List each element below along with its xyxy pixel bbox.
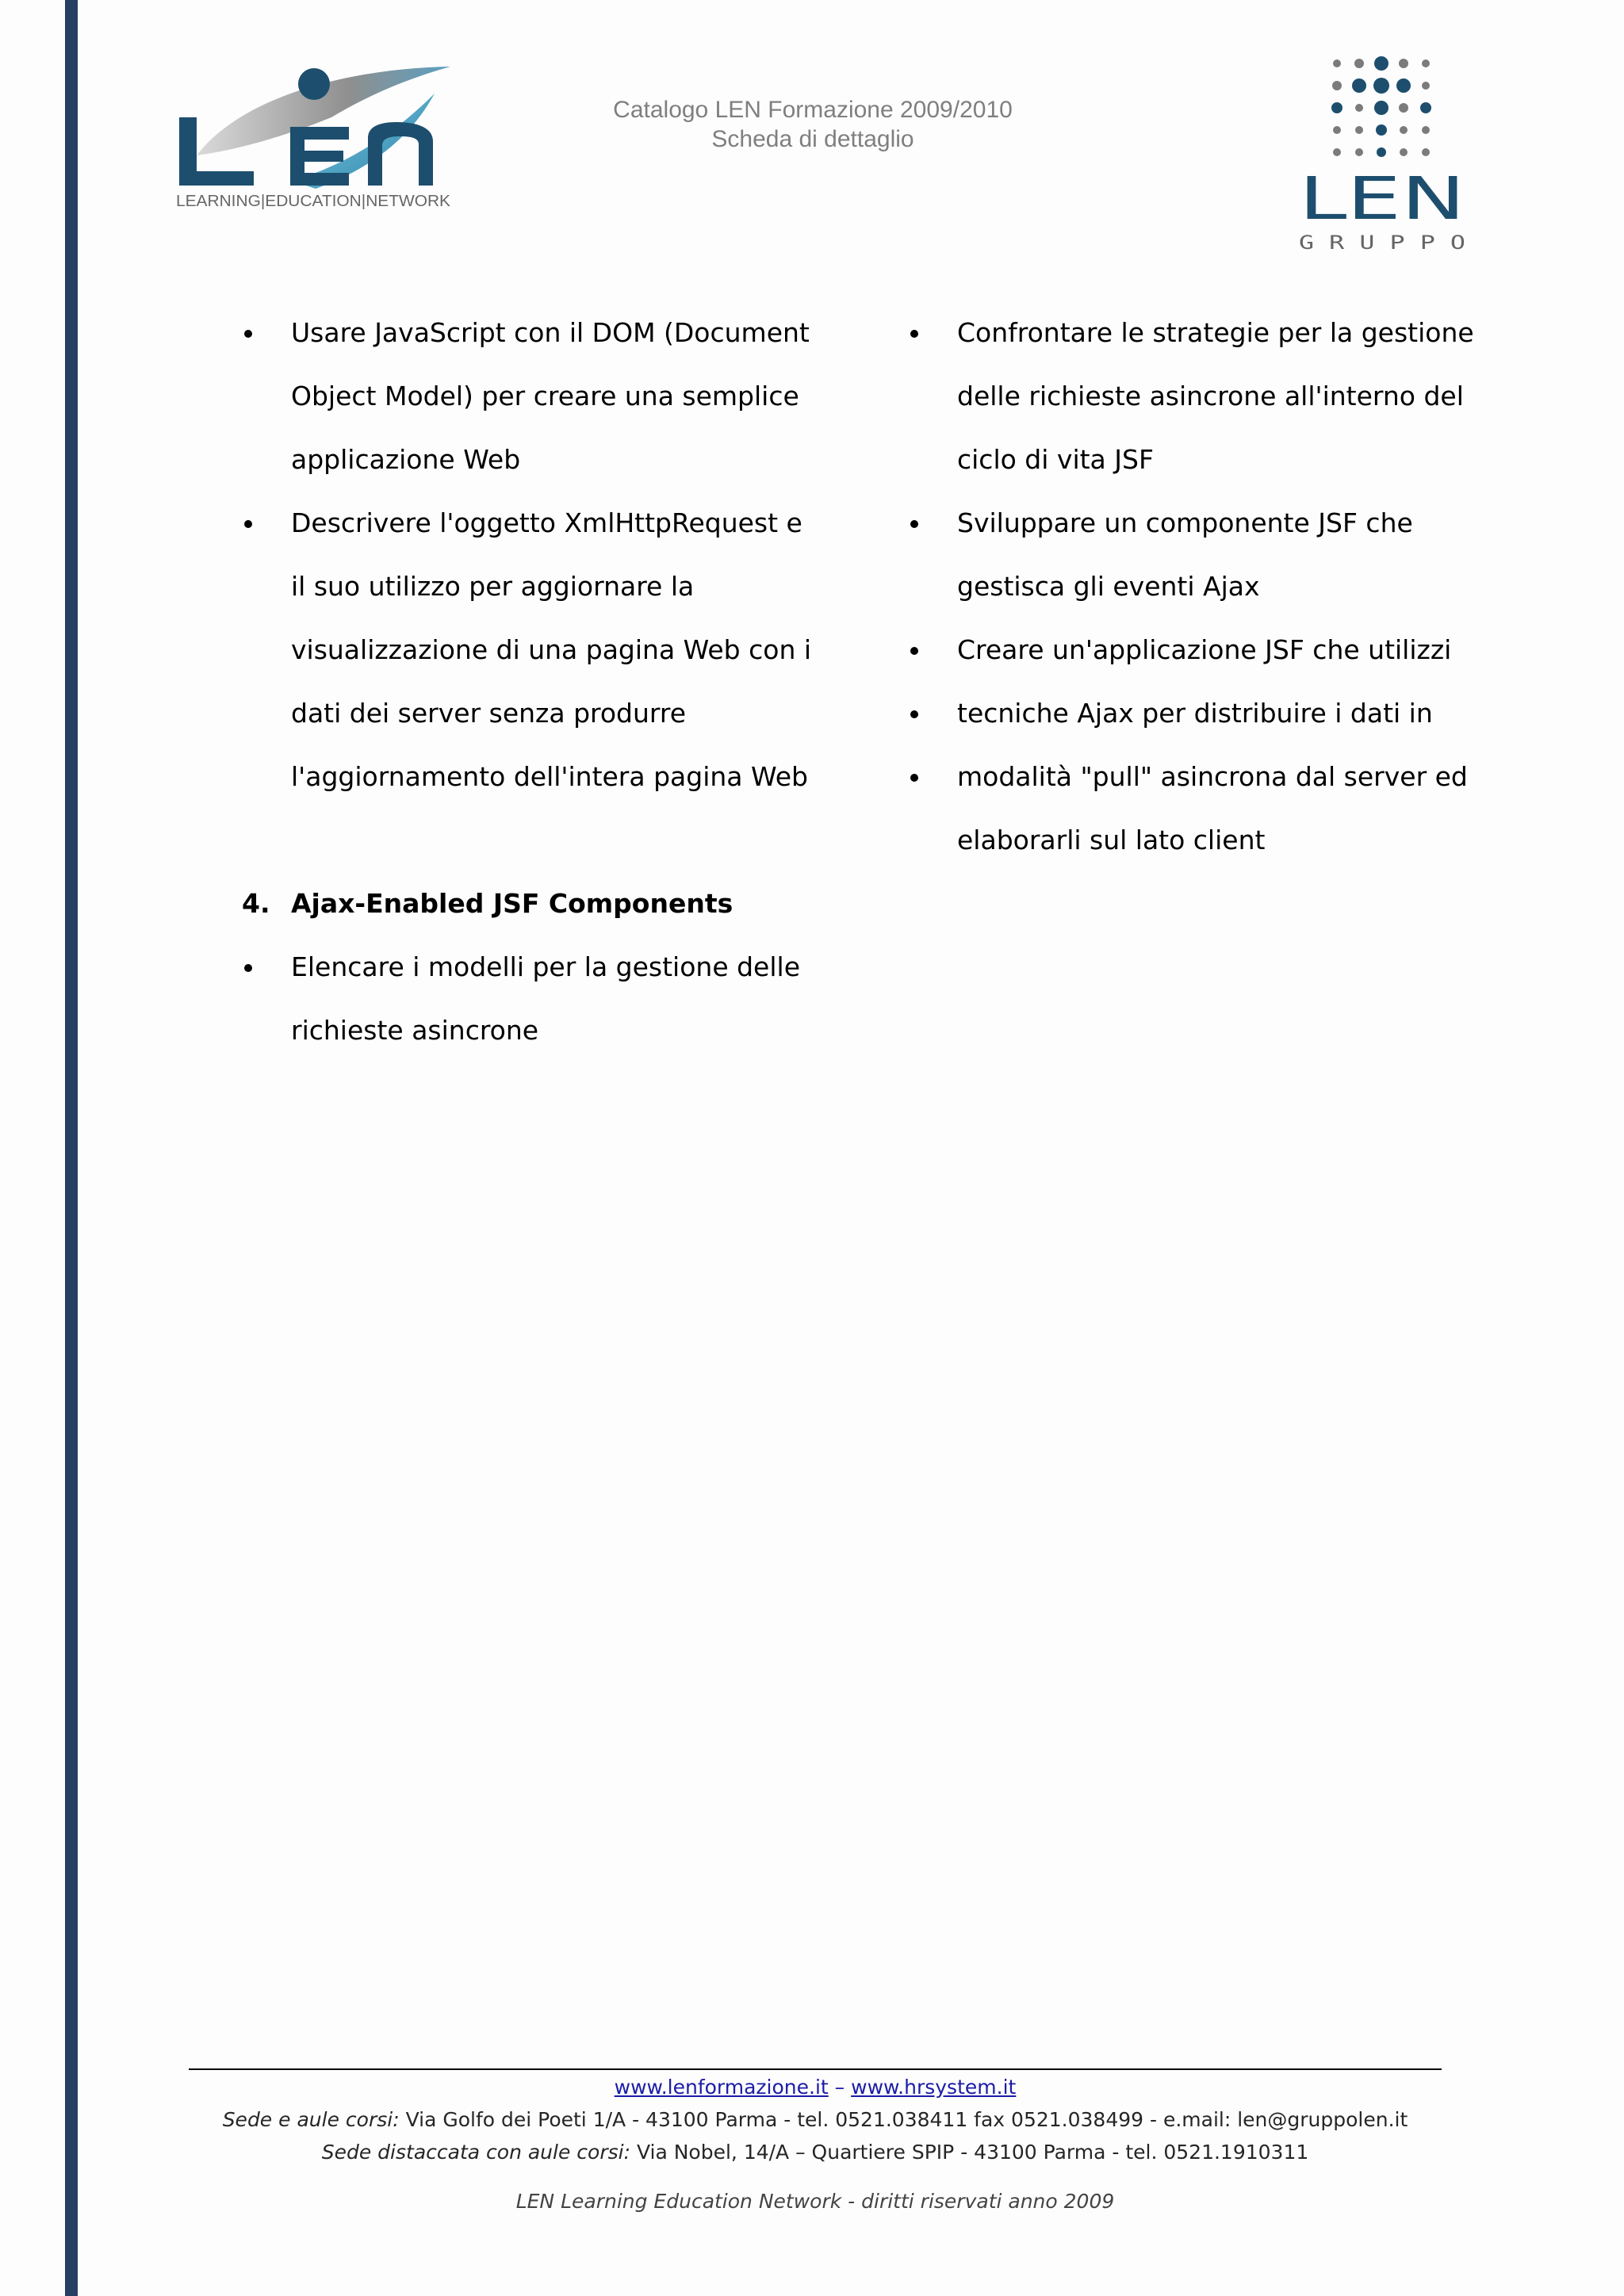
section-title: Ajax-Enabled JSF Components [291,888,733,919]
footer-divider [189,2068,1442,2070]
list-item [908,492,1463,618]
list-item-text: visualizzazione di una pagina Web con i [291,634,812,665]
catalog-subtitle: Scheda di dettaglio [711,126,914,152]
list-item-text: Usare JavaScript con il DOM (Document [291,317,810,348]
len-learning-logo [173,62,455,212]
document-header-title [476,95,1150,154]
lenformazione-link[interactable]: www.lenformazione.it [614,2076,829,2099]
list-item-text: l'aggiornamento dell'intera pagina Web [291,761,808,792]
footer-branch-address [189,2141,1442,2164]
footer-links [189,2076,1442,2099]
list-item [908,745,1468,872]
list-item-text: richieste asincrone [291,1015,539,1046]
logo-wordmark: LEN [1299,165,1465,233]
left-border-bar [65,0,78,2296]
list-item-text: Object Model) per creare una semplice [291,381,799,411]
logo-dot [298,68,330,100]
list-item-text: il suo utilizzo per aggiornare la [291,571,695,602]
list-item-text: tecniche Ajax per distribuire i dati in [957,698,1433,729]
section-heading [242,872,797,936]
list-item-text: Sviluppare un componente JSF che [957,507,1413,538]
hrsystem-link[interactable]: www.hrsystem.it [851,2076,1017,2099]
footer-address-text: Via Golfo dei Poeti 1/A - 43100 Parma - tel. 0521.038411 fax 0521.038499 - e.mail: len@gruppolen.it [399,2108,1408,2131]
right-column [908,301,1474,872]
footer-main-address [189,2108,1442,2131]
logo-subtitle: G R U P P O [1299,232,1465,254]
list-item [908,682,1463,745]
list-item-text: gestisca gli eventi Ajax [957,571,1260,602]
list-item [908,618,1463,682]
logo-dot-grid [1331,56,1431,157]
footer-branch-label: Sede distaccata con aule corsi: [321,2141,631,2164]
footer-branch-text: Via Nobel, 14/A – Quartiere SPIP - 43100 Parma - tel. 0521.1910311 [630,2141,1309,2164]
list-item-text: delle richieste asincrone all'interno del [957,381,1464,411]
logo-letter-n [368,122,433,186]
footer-link-separator: – [834,2076,845,2099]
left-column [242,301,812,1062]
list-item [908,301,1474,492]
list-item-text: Elencare i modelli per la gestione delle [291,951,801,982]
list-item [242,301,810,492]
list-item-text: applicazione Web [291,444,521,475]
list-item-text: elaborarli sul lato client [957,825,1266,855]
section-number: 4. [242,888,270,919]
logo-letter-e [290,127,349,186]
catalog-title: Catalogo LEN Formazione 2009/2010 [613,97,1013,123]
footer-address-label: Sede e aule corsi: [222,2108,400,2131]
len-gruppo-logo [1297,55,1469,254]
list-item [242,492,812,809]
list-item [242,936,801,1062]
logo-tagline: LEARNING|EDUCATION|NETWORK [176,193,451,210]
footer-copyright: LEN Learning Education Network - diritti riservati anno 2009 [515,2190,1115,2213]
list-item-text: dati dei server senza produrre [291,698,687,729]
list-item-text: modalità "pull" asincrona dal server ed [957,761,1468,792]
list-item-text: Creare un'applicazione JSF che utilizzi [957,634,1452,665]
list-item-text: ciclo di vita JSF [957,444,1154,475]
list-item-text: Confrontare le strategie per la gestione [957,317,1474,348]
list-item-text: Descrivere l'oggetto XmlHttpRequest e [291,507,802,538]
